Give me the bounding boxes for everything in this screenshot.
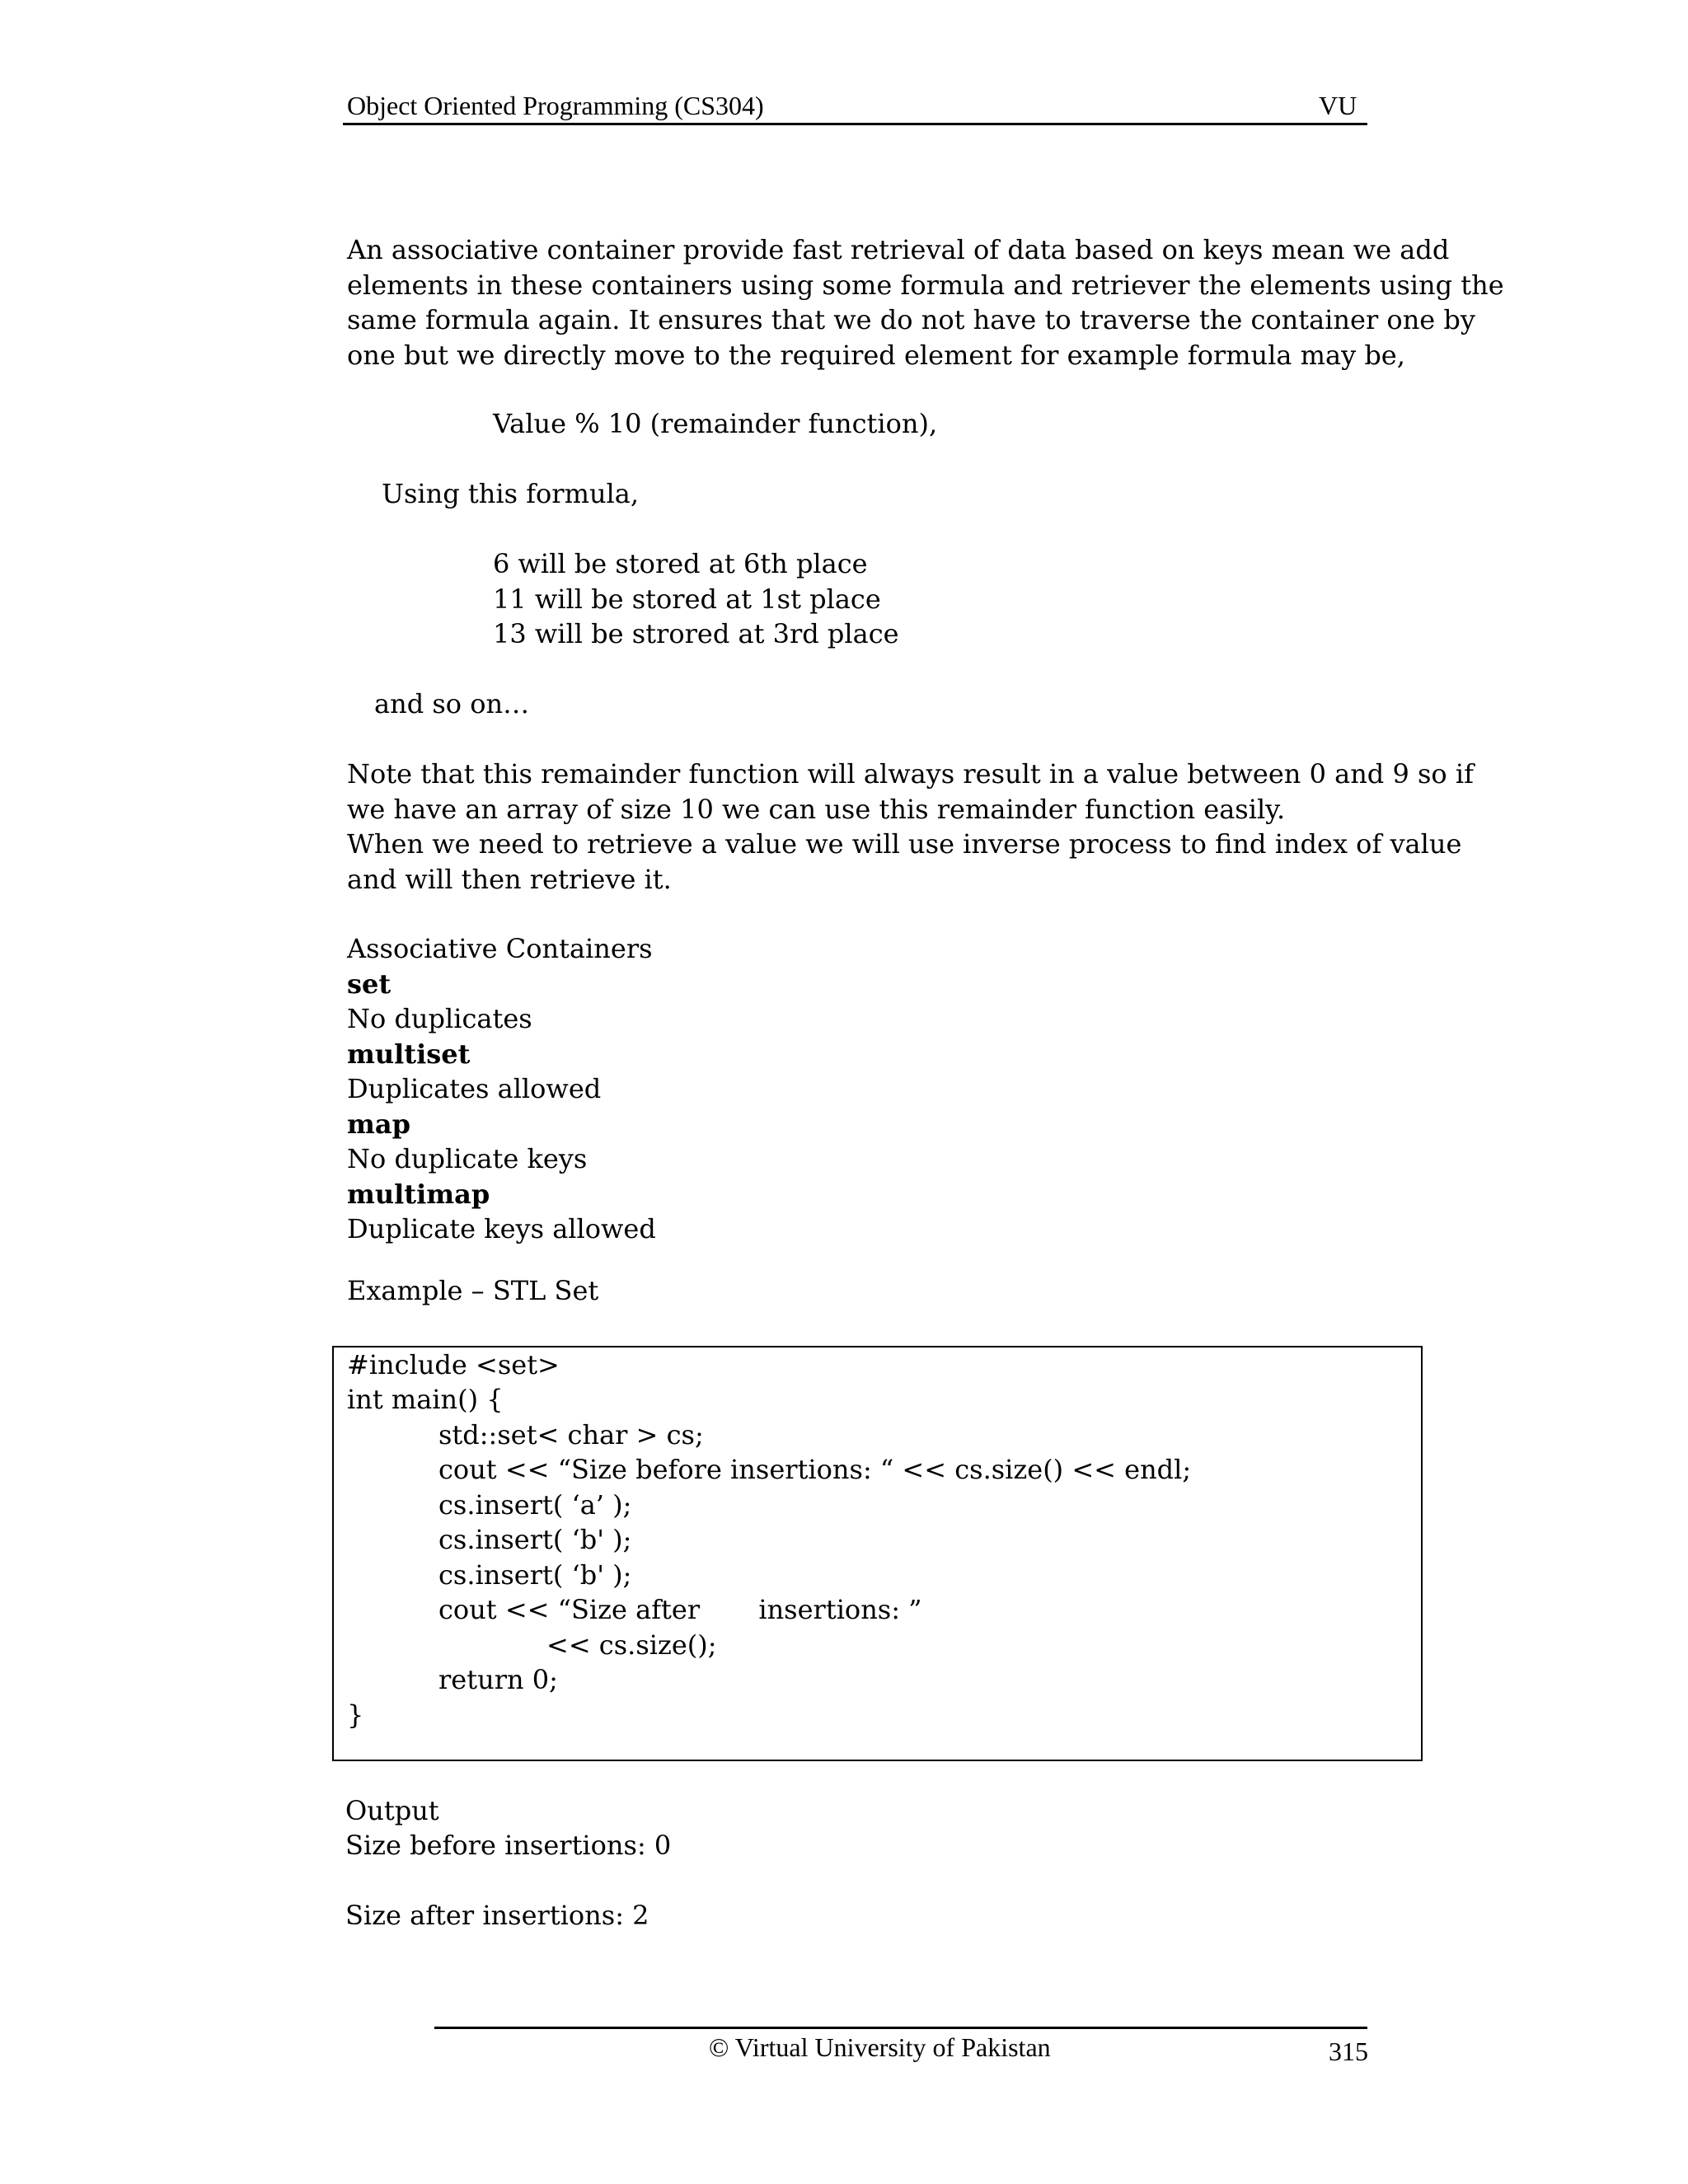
code-line: int main() { xyxy=(347,1384,504,1415)
container-desc: No duplicate keys xyxy=(347,1143,588,1174)
code-line: #include <set> xyxy=(347,1349,560,1380)
container-name: set xyxy=(347,968,392,1000)
example-title: Example – STL Set xyxy=(347,1275,599,1306)
code-line: std::set< char > cs; xyxy=(438,1419,704,1451)
example-line: 6 will be stored at 6th place xyxy=(493,548,868,579)
code-line: cout << “Size after insertions: ” xyxy=(438,1594,922,1625)
footer-rule xyxy=(434,2027,1367,2029)
containers-heading: Associative Containers xyxy=(347,933,653,964)
intro-paragraph xyxy=(347,232,1504,373)
note-line: When we need to retrieve a value we will use inverse process to find index of value xyxy=(347,828,1462,860)
example-line: 13 will be strored at 3rd place xyxy=(493,618,899,649)
code-line: return 0; xyxy=(438,1664,558,1695)
examples-list xyxy=(493,546,1235,652)
note-line: we have an array of size 10 we can use this remainder function easily. xyxy=(347,793,1286,825)
note-line: and will then retrieve it. xyxy=(347,863,672,895)
code-line: } xyxy=(347,1699,364,1731)
header-title: Object Oriented Programming (CS304) xyxy=(347,91,764,120)
note-paragraph xyxy=(347,757,1474,897)
header-right: VU xyxy=(1319,91,1357,120)
container-desc: Duplicate keys allowed xyxy=(347,1213,656,1244)
container-name: map xyxy=(347,1108,410,1140)
intro-line: one but we directly move to the required element for example formula may be, xyxy=(347,339,1405,371)
note-line: Note that this remainder function will always result in a value between 0 and 9 so if xyxy=(347,758,1474,790)
code-line: << cs.size(); xyxy=(546,1629,717,1661)
container-desc: Duplicates allowed xyxy=(347,1073,602,1104)
intro-line: same formula again. It ensures that we do not have to traverse the container one by xyxy=(347,304,1475,335)
footer-copyright: © Virtual University of Pakistan xyxy=(709,2032,1051,2062)
using-formula-text: Using this formula, xyxy=(382,478,640,509)
container-name: multimap xyxy=(347,1178,490,1210)
code-box xyxy=(332,1346,1423,1761)
output-before: Size before insertions: 0 xyxy=(345,1830,672,1861)
containers-list xyxy=(347,931,1435,1247)
output-label: Output xyxy=(345,1795,439,1826)
container-desc: No duplicates xyxy=(347,1003,532,1034)
code-line: cs.insert( ‘a’ ); xyxy=(438,1489,632,1521)
page-number: 315 xyxy=(1329,2036,1368,2066)
intro-line: elements in these containers using some formula and retriever the elements using the xyxy=(347,269,1504,301)
intro-line: An associative container provide fast retrieval of data based on keys mean we add xyxy=(347,234,1450,265)
example-line: 11 will be stored at 1st place xyxy=(493,583,881,615)
code-line: cout << “Size before insertions: “ << cs.size() << endl; xyxy=(438,1454,1192,1485)
formula-text: Value % 10 (remainder function), xyxy=(493,408,938,439)
code-line: cs.insert( ‘b' ); xyxy=(438,1559,632,1591)
output-after: Size after insertions: 2 xyxy=(345,1900,649,1931)
header-rule xyxy=(343,123,1367,125)
and-so-on-text: and so on… xyxy=(374,688,530,719)
container-name: multiset xyxy=(347,1038,471,1070)
code-line: cs.insert( ‘b' ); xyxy=(438,1524,632,1555)
